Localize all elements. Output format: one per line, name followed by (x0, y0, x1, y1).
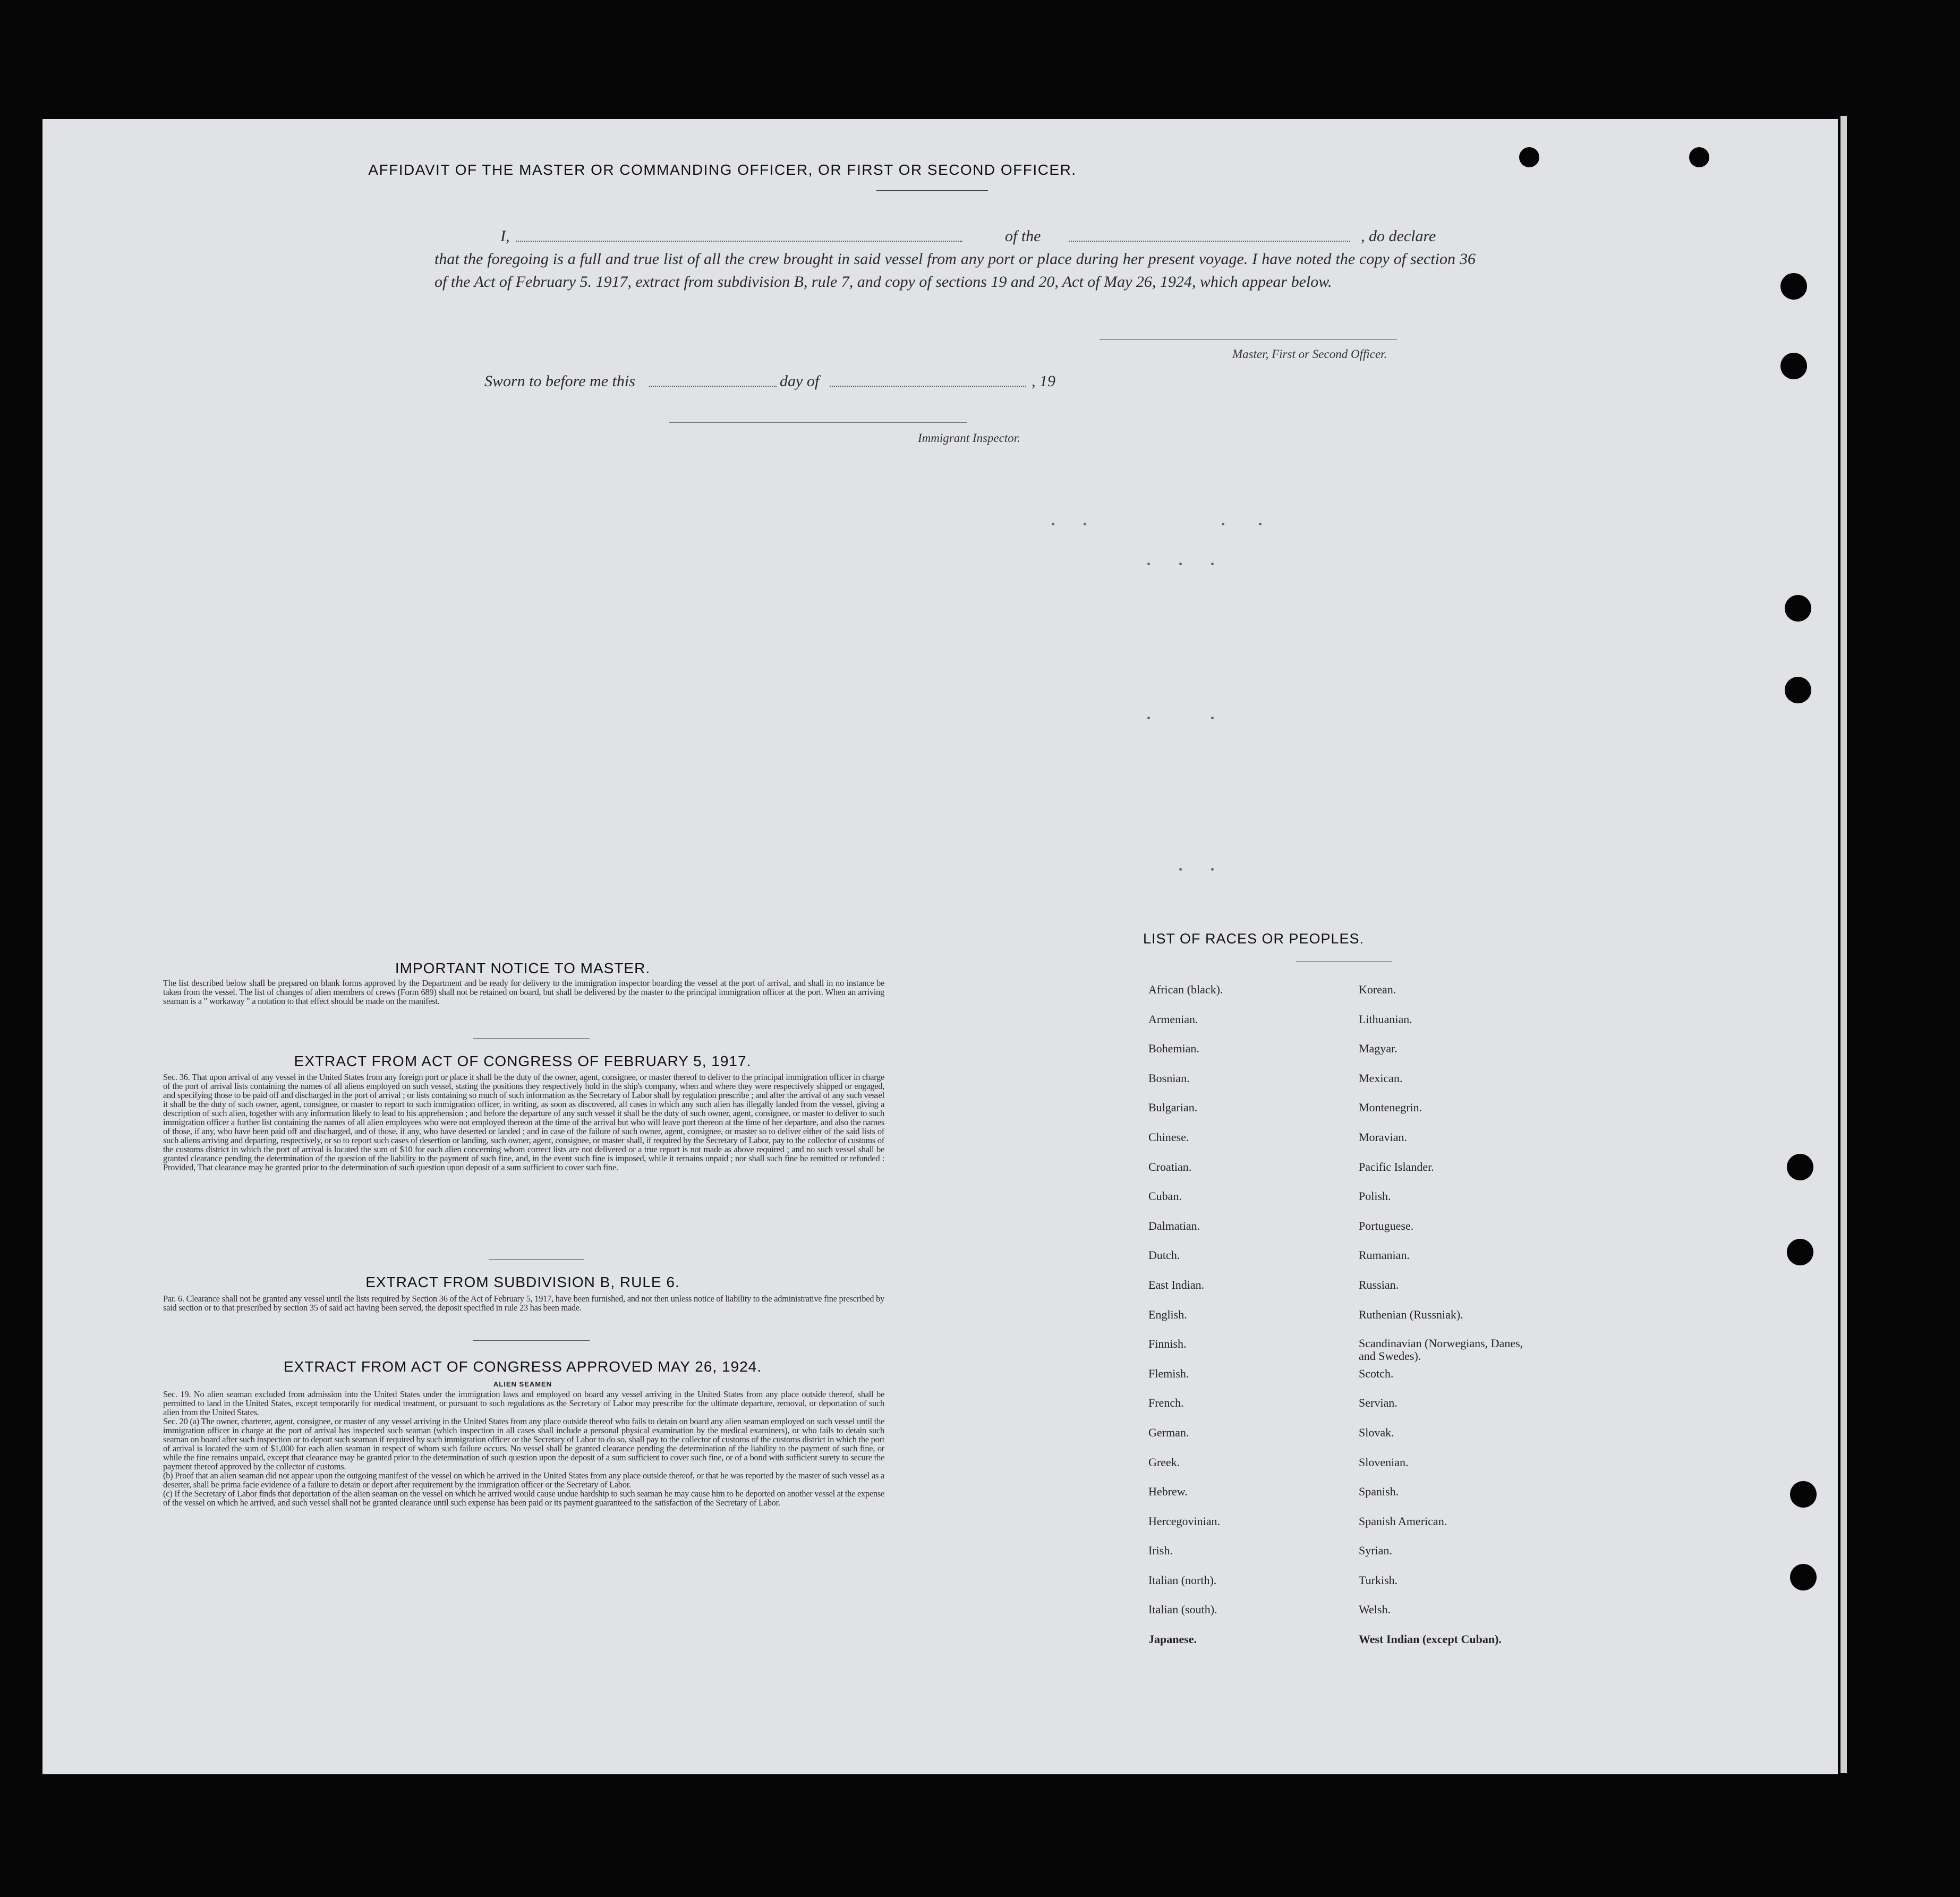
race-item: French. (1148, 1396, 1184, 1410)
race-item: Bulgarian. (1148, 1101, 1198, 1115)
punch-hole (1790, 1564, 1817, 1590)
name-blank (516, 241, 962, 242)
master-signature-line (1100, 339, 1397, 340)
title-underline (876, 190, 988, 191)
sworn-label: Sworn to before me this (484, 372, 635, 390)
races-heading: LIST OF RACES OR PEOPLES. (1143, 931, 1365, 947)
race-item: Rumanian. (1359, 1248, 1410, 1262)
extract-1917-text: Sec. 36. That upon arrival of any vessel in the United States from any foreign port or place it shall be the duty of the owner, agent, consignee, or master thereof to deliver to the principal immigration officer in charge of the port of arrival lists containing the names of all aliens employed on such vessel, stating the positions they respectively hold in the ship's company, when and where they were respectively shipped or engaged, and specifying those to be paid off and discharged in the port of arrival ; or lists containing so much of such information as the Secretary of Labor shall by regulation prescribe ; and after the arrival of any such vessel it shall be the duty of such owner, agent, consignee, or master to report to such immigration officer, in writing, as soon as discovered, all cases in which any such alien has illegally landed from the vessel, giving a description of such alien, together with any information likely to lead to his apprehension ; and before the departure of any such vessel it shall be the duty of such owner, agent, consignee, or master to deliver to such immigration officer a further list containing the names of all alien employees who were not employed thereon at the time of the arrival but who will leave port thereon at the time of her departure, and also the names of those, if any, who have been paid off and discharged, and of those, if any, who have deserted or landed ; and in case of the failure of such owner, agent, consignee, or master so to deliver either of the said lists of such aliens arriving and departing, respectively, or so to report such cases of desertion or landing, such owner, agent, consignee, or master shall, if required by the Secretary of Labor, pay to the collector of customs of the customs district in which the port of arrival is located the sum of $10 for each alien concerning whom correct lists are not delivered or a true report is not made as above required ; and no such vessel shall be granted clearance pending the determination of the question of the liability to the payment of such fine, and, in the event such fine is imposed, while it remains unpaid ; nor shall such fine be remitted or refunded : Provided, That clearance may be granted prior to the determination of such question upon deposit of a sum sufficient to cover such fine. (163, 1072, 884, 1172)
declaration-end: , do declare (1361, 227, 1436, 245)
races-right-column (1359, 983, 1624, 1662)
inspector-signature-line (669, 422, 967, 423)
punch-hole (1787, 1239, 1813, 1265)
sec-19-text: Sec. 19. No alien seaman excluded from admission into the United States under the immigration laws and employed on board any vessel arriving in the United States from any place outside thereof, shall be permitted to land in the United States, except temporarily for medical treatment, or pursuant to such regulations as the Secretary of Labor may prescribe for the ultimate departure, removal, or deportation of such alien from the United States. (163, 1389, 884, 1417)
scan-speck (1147, 563, 1150, 565)
scan-speck (1259, 523, 1262, 525)
scan-speck (1211, 868, 1214, 871)
races-left-column (1148, 983, 1350, 1662)
scan-speck (1211, 717, 1214, 719)
race-item: Dalmatian. (1148, 1219, 1200, 1232)
day-blank (649, 386, 777, 387)
scan-speck (1222, 523, 1224, 525)
race-item: Chinese. (1148, 1130, 1189, 1144)
race-item: Syrian. (1359, 1544, 1392, 1558)
race-item: German. (1148, 1425, 1189, 1439)
race-item: Scotch. (1359, 1366, 1394, 1380)
punch-hole (1780, 353, 1807, 379)
declaration-i: I, (500, 227, 510, 245)
race-item: Portuguese. (1359, 1219, 1414, 1232)
sec-20c-text: (c) If the Secretary of Labor finds that deportation of the alien seaman on the vessel on which he arrived would cause undue hardship to such seaman he may cause him to be deported on another vessel at the expense of the vessel on which he arrived, and such vessel shall not be granted clearance until such expense has been paid or its payment guaranteed to the satisfaction of the Secretary of Labor. (163, 1488, 884, 1508)
race-item: Spanish American. (1359, 1514, 1447, 1528)
document-page (42, 119, 1838, 1774)
race-item: Lithuanian. (1359, 1012, 1412, 1026)
race-item: Dutch. (1148, 1248, 1180, 1262)
inspector-label: Immigrant Inspector. (918, 431, 1020, 445)
race-item: Spanish. (1359, 1485, 1399, 1499)
race-item: Slovenian. (1359, 1455, 1409, 1469)
declaration-line (500, 225, 1476, 248)
punch-hole (1780, 273, 1807, 300)
extract-1917-heading: EXTRACT FROM ACT OF CONGRESS OF FEBRUARY 5, 1917. (294, 1053, 752, 1069)
race-item: Italian (north). (1148, 1573, 1217, 1587)
notice-heading: IMPORTANT NOTICE TO MASTER. (395, 960, 651, 976)
declaration-of-the: of the (1005, 227, 1041, 245)
extract-1917-rule (489, 1259, 584, 1260)
race-item: Bohemian. (1148, 1042, 1199, 1056)
extract-1924-body (163, 1390, 884, 1507)
race-item: Japanese. (1148, 1632, 1197, 1646)
punch-hole (1785, 595, 1811, 622)
race-item: Slovak. (1359, 1425, 1394, 1439)
race-item: Polish. (1359, 1189, 1391, 1203)
race-item: Montenegrin. (1359, 1101, 1422, 1115)
race-item: West Indian (except Cuban). (1359, 1632, 1502, 1646)
race-item: Scandinavian (Norwegians, Danes, and Swedes). (1359, 1337, 1523, 1363)
race-item: Korean. (1359, 983, 1396, 996)
extract-rule-heading: EXTRACT FROM SUBDIVISION B, RULE 6. (365, 1274, 680, 1290)
race-item: Irish. (1148, 1544, 1173, 1558)
scan-speck (1179, 868, 1182, 871)
race-item: Turkish. (1359, 1573, 1398, 1587)
affidavit-title: AFFIDAVIT OF THE MASTER OR COMMANDING OFFICER, OR FIRST OR SECOND OFFICER. (368, 161, 1077, 178)
punch-hole (1787, 1154, 1813, 1180)
punch-hole (1785, 677, 1811, 703)
declaration-paragraph: that the foregoing is a full and true list of all the crew brought in said vessel from any port or place during her present voyage. I have noted the copy of section 36 of the Act of February 5. 1917, extract from subdivision B, rule 7, and copy of sections 19 and 20, Act of May 26, 1924, which appear below. (434, 250, 1476, 291)
vessel-blank (1069, 241, 1350, 242)
race-item: Italian (south). (1148, 1603, 1217, 1617)
day-of-label: day of (780, 372, 820, 390)
race-item: Ruthenian (Russniak). (1359, 1307, 1463, 1321)
race-item: Greek. (1148, 1455, 1180, 1469)
race-item: Cuban. (1148, 1189, 1182, 1203)
notice-rule (473, 1038, 590, 1039)
race-item: Magyar. (1359, 1042, 1397, 1056)
scan-speck (1147, 717, 1150, 719)
race-item: Moravian. (1359, 1130, 1408, 1144)
scan-speck (1179, 563, 1182, 565)
year-label: , 19 (1032, 372, 1055, 390)
punch-hole (1689, 147, 1709, 167)
extract-1924-heading: EXTRACT FROM ACT OF CONGRESS APPROVED MAY 26, 1924. (283, 1358, 762, 1375)
race-item: Pacific Islander. (1359, 1160, 1434, 1173)
scan-speck (1052, 523, 1054, 525)
race-item: Hebrew. (1148, 1485, 1188, 1499)
race-item: Welsh. (1359, 1603, 1391, 1617)
month-blank (830, 386, 1026, 387)
race-item: Russian. (1359, 1278, 1399, 1291)
master-signature-label: Master, First or Second Officer. (1232, 347, 1387, 361)
race-item: Bosnian. (1148, 1071, 1190, 1085)
sec-20a-text: Sec. 20 (a) The owner, charterer, agent, consignee, or master of any vessel arriving in the United States from any place outside thereof who fails to detain on board any alien seaman employed on such vessel until the immigration officer in charge at the port of arrival has inspected such seaman (which inspection in all cases shall include a personal physical examination by the medical examiners), or who fails to detain such seaman on board after such inspection or to deport such seaman if required by such immigration officer or the Secretary of Labor to do so, shall pay to the collector of customs of the customs district in which the port of arrival is located the sum of $1,000 for each alien seaman in respect of whom such failure occurs. No vessel shall be granted clearance pending the determination of the liability to the payment of such fine, or while the fine remains unpaid, except that clearance may be granted prior to the determination of such question upon the deposit of a sum sufficient to cover such fine, or of a bond with sufficient surety to secure the payment thereof approved by the collector of customs. (163, 1416, 884, 1471)
extract-rule-rule (473, 1340, 590, 1341)
page-edge (1840, 116, 1847, 1773)
sworn-line (484, 370, 1111, 393)
race-item: English. (1148, 1307, 1187, 1321)
race-item: Hercegovinian. (1148, 1514, 1220, 1528)
race-item: Croatian. (1148, 1160, 1192, 1173)
punch-hole (1790, 1481, 1817, 1508)
alien-seamen-subheading: ALIEN SEAMEN (493, 1380, 552, 1388)
scan-speck (1211, 563, 1214, 565)
extract-rule-text: Par. 6. Clearance shall not be granted any vessel until the lists required by Section 36 of the Act of February 5, 1917, have been furnished, and not then unless notice of liability to the administrative fine prescribed by said section or to that prescribed by section 35 of said act having been served, the deposit specified in rule 23 has been made. (163, 1294, 884, 1313)
notice-text: The list described below shall be prepared on blank forms approved by the Department and be ready for delivery to the immigration inspector boarding the vessel at the port of arrival, and shall in no instance be taken from the vessel. The list of changes of alien members of crews (Form 689) shall not be retained on board, but shall be delivered by the master to the principal immigration officer at the port. When an arriving seaman is a " workaway " a notation to that effect should be made on the manifest. (163, 978, 884, 1006)
race-item: African (black). (1148, 983, 1223, 996)
race-item: Finnish. (1148, 1337, 1187, 1351)
scan-speck (1084, 523, 1086, 525)
race-item: Mexican. (1359, 1071, 1403, 1085)
race-item: Armenian. (1148, 1012, 1198, 1026)
race-item: East Indian. (1148, 1278, 1205, 1291)
race-item: Flemish. (1148, 1366, 1189, 1380)
punch-hole (1519, 147, 1539, 167)
race-item: Servian. (1359, 1396, 1397, 1410)
sec-20b-text: (b) Proof that an alien seaman did not appear upon the outgoing manifest of the vessel on which he arrived in the United States from any place outside thereof, or that he was reported by the master of such vessel as a deserter, shall be prima facie evidence of a failure to detain or deport after requirement by the immigration officer or the Secretary of Labor. (163, 1470, 884, 1490)
